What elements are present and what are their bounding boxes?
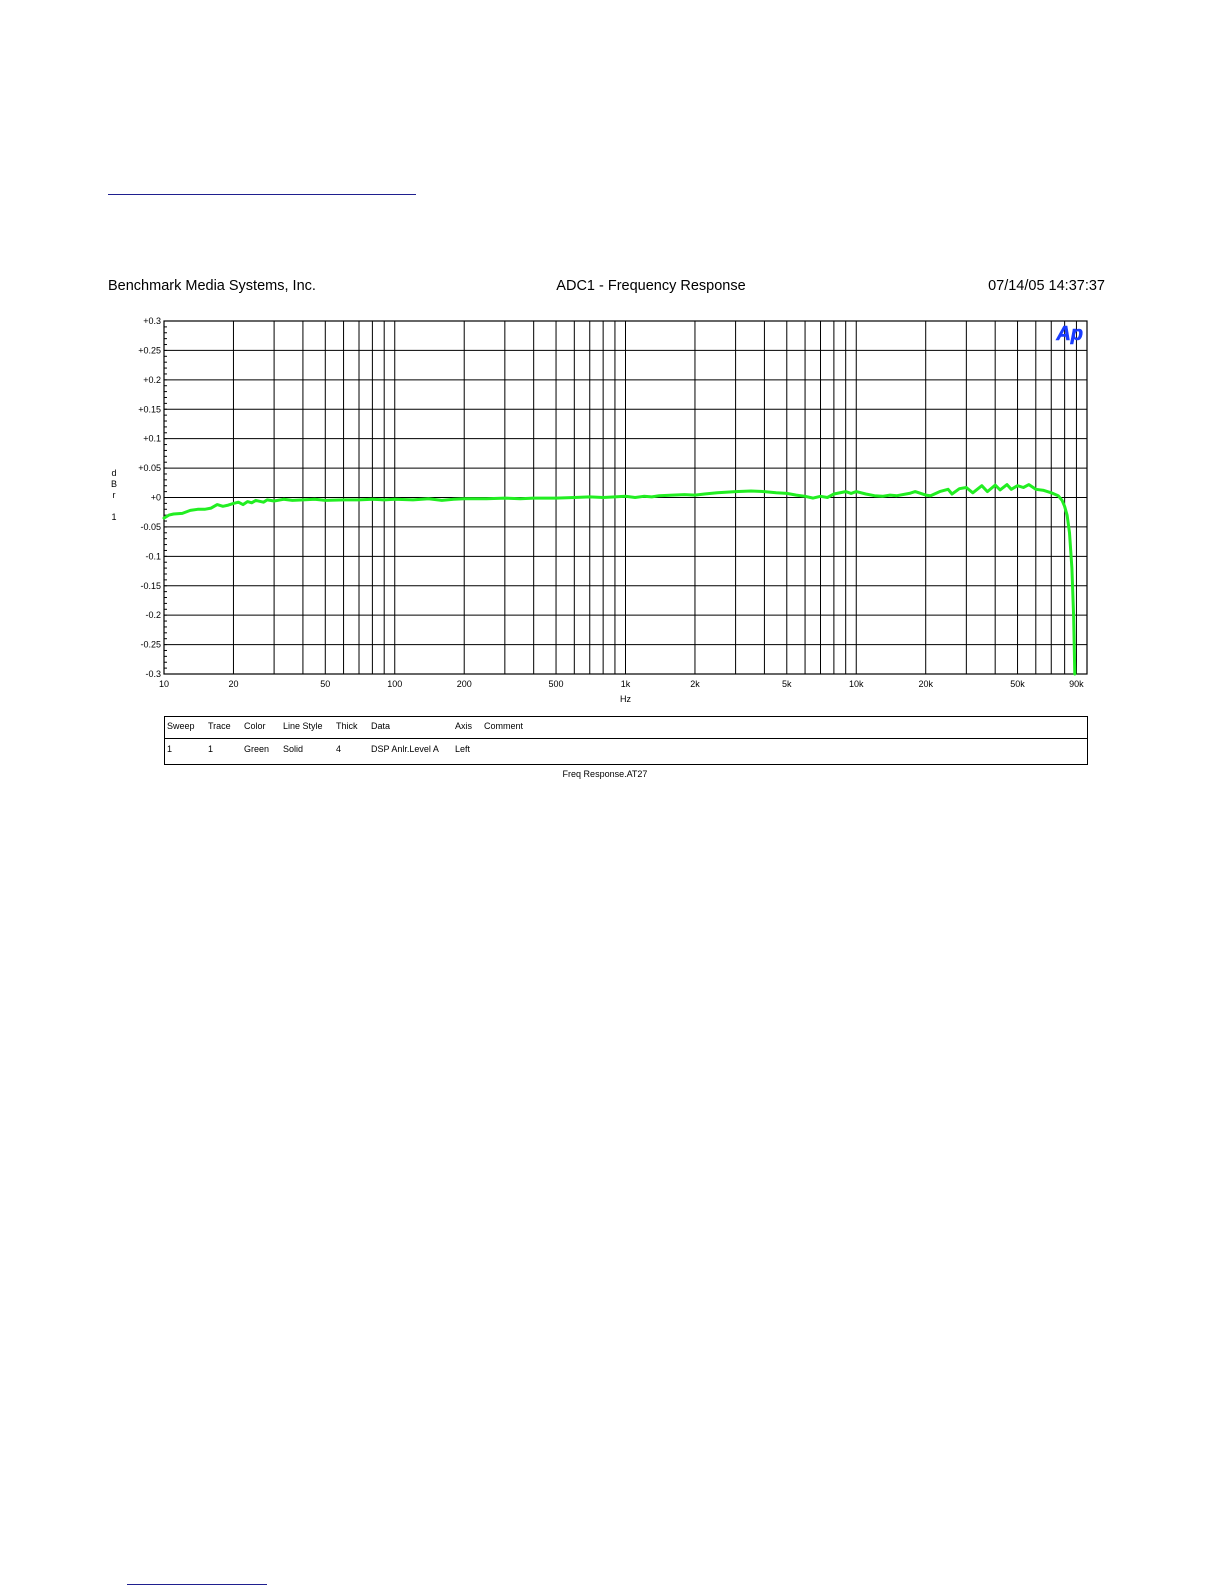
y-axis-label-char: B: [110, 479, 118, 489]
y-tick-label: -0.3: [145, 669, 161, 679]
x-tick-label: 5k: [782, 679, 792, 689]
legend-cell-trace: 1: [208, 744, 214, 754]
ap-logo: Ap: [1056, 323, 1083, 345]
y-axis-label-char: r: [112, 490, 116, 500]
y-axis-label-char: 1: [111, 512, 117, 522]
timestamp: 07/14/05 14:37:37: [988, 278, 1105, 294]
legend-header-data: Data: [371, 721, 391, 731]
y-tick-label: +0.2: [143, 374, 161, 385]
legend-header-trace: Trace: [208, 721, 231, 731]
x-tick-label: 500: [548, 679, 564, 689]
x-tick-label: 10k: [848, 679, 864, 689]
legend-header-color: Color: [244, 721, 266, 731]
x-tick-label: 2k: [690, 679, 700, 689]
legend-cell-sweep: 1: [167, 744, 173, 754]
y-tick-label: -0.2: [145, 610, 161, 621]
company-name: Benchmark Media Systems, Inc.: [108, 278, 316, 294]
file-name-label: Freq Response.AT27: [562, 769, 648, 779]
legend-table: [164, 716, 1088, 765]
x-tick-label: 50: [320, 679, 331, 689]
y-tick-label: -0.1: [145, 551, 161, 562]
legend-header-comment: Comment: [484, 721, 524, 731]
x-tick-label: 1k: [620, 679, 631, 689]
x-tick-label: 10: [158, 679, 170, 689]
legend-table-divider: [165, 738, 1087, 739]
legend-cell-line-style: Solid: [283, 744, 304, 754]
x-tick-label: 20: [228, 679, 239, 689]
x-axis-label: Hz: [620, 694, 631, 704]
y-tick-label: +0.1: [143, 433, 161, 444]
chart-title: ADC1 - Frequency Response: [556, 278, 746, 294]
legend-header-axis: Axis: [455, 721, 473, 731]
x-tick-label: 20k: [918, 679, 933, 689]
y-tick-label: -0.15: [140, 580, 161, 591]
series-line: [164, 485, 1075, 674]
y-tick-label: -0.05: [140, 521, 161, 532]
y-axis-label-char: d: [111, 468, 117, 478]
x-tick-label: 100: [387, 679, 403, 689]
legend-cell-thick: 4: [336, 744, 342, 754]
legend-header-thick: Thick: [336, 721, 358, 731]
x-tick-label: 200: [456, 679, 472, 689]
legend-cell-color: Green: [244, 744, 270, 754]
y-tick-label: +0.05: [138, 463, 161, 474]
y-tick-label: +0.15: [138, 404, 161, 415]
legend-header-line-style: Line Style: [283, 721, 323, 731]
y-tick-label: -0.25: [140, 639, 161, 650]
y-tick-label: +0.25: [138, 345, 161, 356]
frequency-response-chart: [0, 0, 1225, 712]
y-tick-label: +0.3: [143, 316, 161, 326]
legend-header-sweep: Sweep: [167, 721, 195, 731]
x-tick-label: 50k: [1010, 679, 1025, 689]
legend-cell-data: DSP Anlr.Level A: [371, 744, 439, 754]
legend-cell-axis: Left: [455, 744, 471, 754]
x-tick-label: 90k: [1069, 679, 1084, 689]
y-tick-label: +0: [150, 492, 161, 503]
